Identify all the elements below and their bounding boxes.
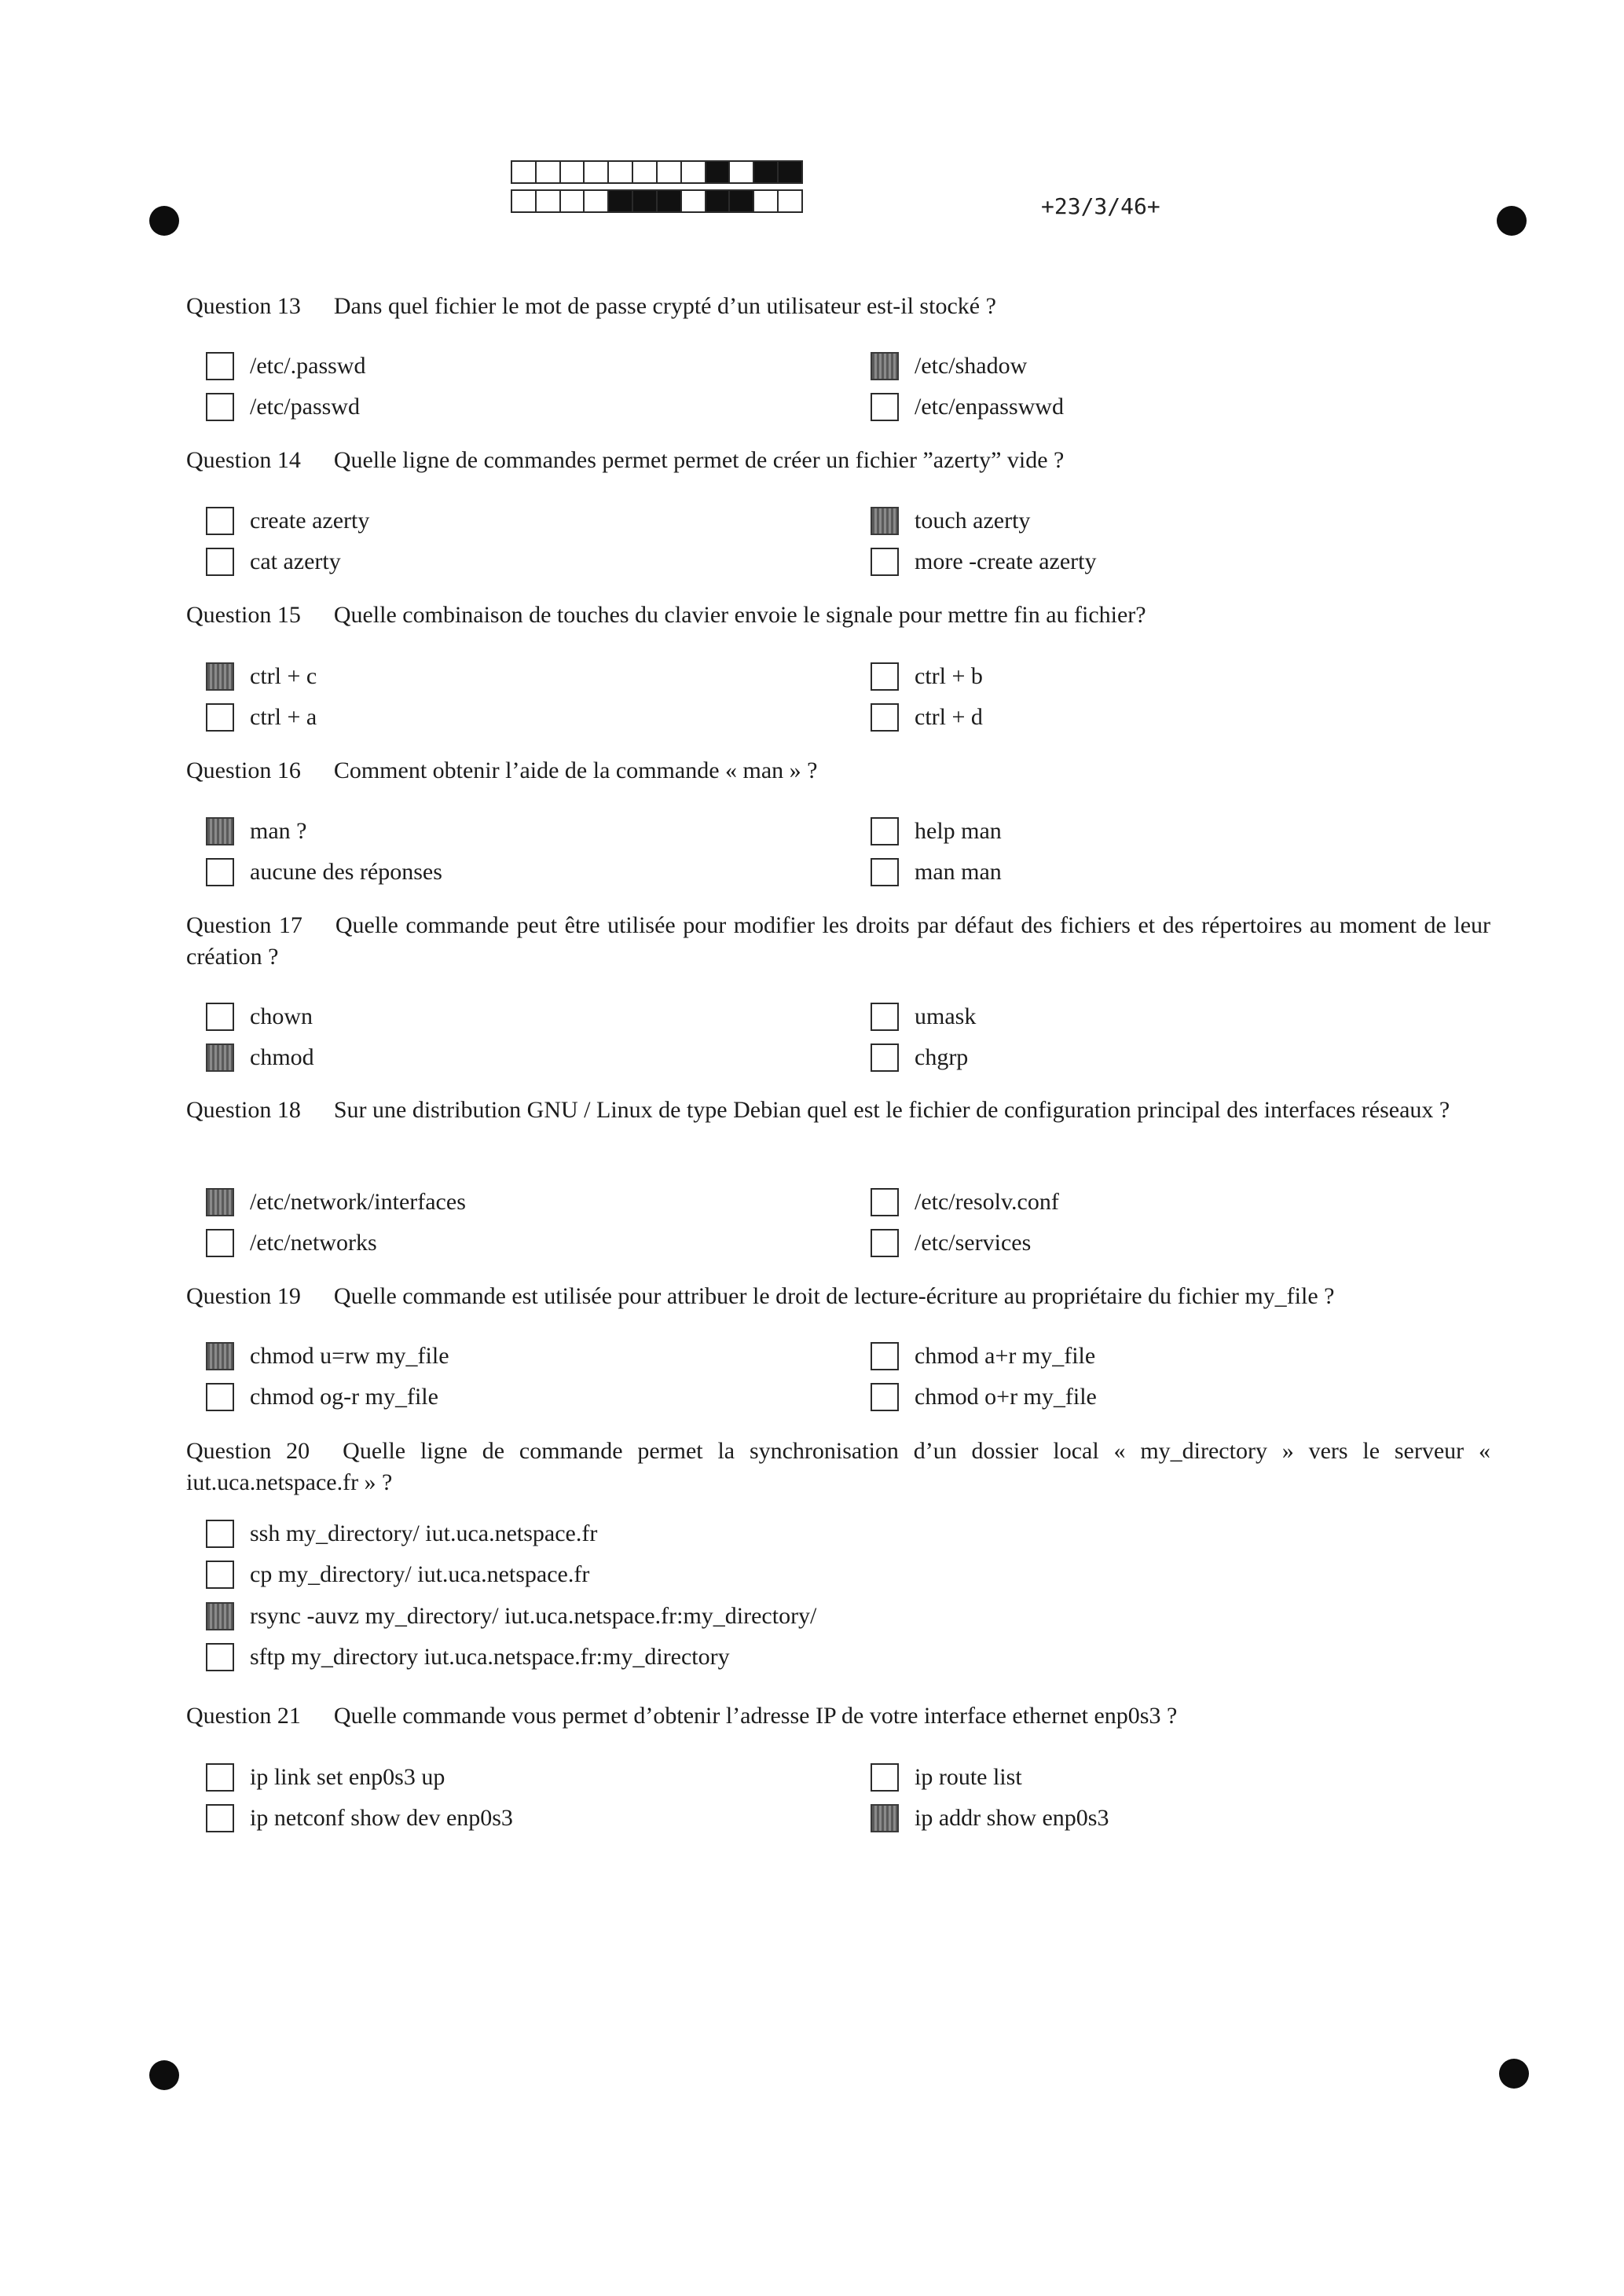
answer-option[interactable] bbox=[206, 856, 442, 888]
checkbox[interactable] bbox=[206, 352, 234, 380]
answer-option[interactable] bbox=[871, 1762, 1022, 1793]
answer-option[interactable] bbox=[871, 1381, 1097, 1413]
answer-label: man ? bbox=[250, 818, 307, 844]
answer-option[interactable] bbox=[871, 856, 1002, 888]
answer-label: sftp my_directory iut.uca.netspace.fr:my_directory bbox=[250, 1644, 730, 1670]
answer-option[interactable] bbox=[206, 1559, 589, 1590]
barcode-cell bbox=[561, 191, 585, 211]
checkbox-checked[interactable] bbox=[871, 352, 899, 380]
checkbox-checked[interactable] bbox=[871, 1804, 899, 1832]
answer-label: ip addr show enp0s3 bbox=[915, 1805, 1109, 1831]
answer-label: /etc/enpasswwd bbox=[915, 394, 1064, 420]
question-text: Quelle combinaison de touches du clavier envoie le signale pour mettre fin au fichier? bbox=[333, 602, 1146, 628]
barcode-cell bbox=[779, 191, 801, 211]
answer-option[interactable] bbox=[871, 505, 1030, 537]
answer-option[interactable] bbox=[871, 1341, 1095, 1372]
question-label: Question 17 bbox=[186, 912, 302, 938]
question-text: Sur une distribution GNU / Linux de type Debian quel est le fichier de configuration principal des interfaces réseaux ? bbox=[333, 1097, 1450, 1123]
question-text: Quelle commande est utilisée pour attribuer le droit de lecture-écriture au propriétaire du fichier my_file ? bbox=[333, 1283, 1335, 1309]
barcode-cell bbox=[682, 162, 706, 182]
answer-option[interactable] bbox=[206, 702, 317, 733]
registration-mark-top-left bbox=[149, 206, 179, 236]
answer-option[interactable] bbox=[871, 1001, 976, 1032]
answer-label: /etc/.passwd bbox=[250, 353, 366, 379]
checkbox-checked[interactable] bbox=[206, 817, 234, 845]
answer-option[interactable] bbox=[206, 1601, 816, 1632]
question-16 bbox=[186, 755, 1490, 787]
barcode-row bbox=[511, 160, 803, 184]
checkbox-checked[interactable] bbox=[206, 1602, 234, 1630]
answer-option[interactable] bbox=[206, 546, 341, 578]
barcode-cell bbox=[512, 191, 537, 211]
answer-option[interactable] bbox=[206, 1381, 438, 1413]
barcode-cell bbox=[633, 162, 658, 182]
barcode-cell bbox=[633, 191, 658, 211]
answer-label: ip link set enp0s3 up bbox=[250, 1764, 445, 1790]
answer-label: chmod o+r my_file bbox=[915, 1384, 1097, 1410]
checkbox[interactable] bbox=[871, 1003, 899, 1031]
answer-label: ctrl + d bbox=[915, 704, 983, 730]
registration-mark-bottom-right bbox=[1499, 2059, 1529, 2089]
answer-label: umask bbox=[915, 1003, 977, 1029]
question-13 bbox=[186, 291, 1490, 322]
checkbox[interactable] bbox=[871, 703, 899, 732]
answer-option[interactable] bbox=[206, 505, 369, 537]
barcode-cell bbox=[609, 191, 633, 211]
question-15 bbox=[186, 600, 1490, 631]
question-17 bbox=[186, 910, 1490, 973]
question-text: Dans quel fichier le mot de passe crypté d’un utilisateur est-il stocké ? bbox=[333, 293, 996, 319]
checkbox[interactable] bbox=[871, 1188, 899, 1216]
question-text: Quelle ligne de commande permet la synchronisation d’un dossier local « my_directory » vers le serveur « iut.uca.netspace.fr » ? bbox=[186, 1438, 1490, 1495]
answer-option[interactable] bbox=[206, 1803, 513, 1834]
answer-option[interactable] bbox=[206, 1001, 313, 1032]
checkbox[interactable] bbox=[206, 1643, 234, 1671]
checkbox[interactable] bbox=[871, 1043, 899, 1072]
question-label: Question 21 bbox=[186, 1703, 301, 1729]
checkbox[interactable] bbox=[206, 1804, 234, 1832]
answer-option[interactable] bbox=[206, 1641, 730, 1673]
answer-option[interactable] bbox=[206, 661, 317, 692]
checkbox[interactable] bbox=[206, 1229, 234, 1257]
answer-label: man man bbox=[915, 859, 1002, 885]
question-label: Question 16 bbox=[186, 757, 301, 783]
checkbox[interactable] bbox=[871, 1229, 899, 1257]
barcode-cell bbox=[658, 191, 682, 211]
answer-label: /etc/networks bbox=[250, 1230, 377, 1256]
question-20 bbox=[186, 1436, 1490, 1498]
barcode-cell bbox=[537, 191, 561, 211]
barcode-cell bbox=[706, 162, 731, 182]
question-label: Question 18 bbox=[186, 1097, 301, 1123]
barcode-cell bbox=[730, 162, 754, 182]
answer-label: ctrl + b bbox=[915, 663, 983, 689]
answer-option[interactable] bbox=[206, 816, 306, 847]
barcode-cell bbox=[779, 162, 801, 182]
answer-label: chown bbox=[250, 1003, 313, 1029]
answer-label: chmod a+r my_file bbox=[915, 1343, 1096, 1369]
checkbox[interactable] bbox=[871, 393, 899, 421]
question-label: Question 13 bbox=[186, 293, 301, 319]
answer-option[interactable] bbox=[871, 1042, 968, 1073]
question-text: Comment obtenir l’aide de la commande « man » ? bbox=[333, 757, 818, 783]
answer-label: /etc/resolv.conf bbox=[915, 1189, 1059, 1215]
answer-option[interactable] bbox=[871, 1187, 1059, 1218]
answer-label: help man bbox=[915, 818, 1002, 844]
answer-label: ip netconf show dev enp0s3 bbox=[250, 1805, 513, 1831]
checkbox[interactable] bbox=[206, 1763, 234, 1792]
answer-option[interactable] bbox=[871, 1227, 1031, 1259]
answer-option[interactable] bbox=[206, 350, 365, 382]
answer-label: chmod bbox=[250, 1044, 314, 1070]
answer-option[interactable] bbox=[871, 391, 1064, 423]
answer-label: ctrl + c bbox=[250, 663, 317, 689]
barcode-cell bbox=[537, 162, 561, 182]
registration-mark-bottom-left bbox=[149, 2060, 179, 2090]
answer-option[interactable] bbox=[871, 816, 1002, 847]
question-text: Quelle commande peut être utilisée pour modifier les droits par défaut des fichiers et des répertoires au moment de leur création ? bbox=[186, 912, 1490, 970]
barcode-cell bbox=[585, 162, 609, 182]
answer-option[interactable] bbox=[871, 350, 1027, 382]
answer-option[interactable] bbox=[871, 661, 983, 692]
question-label: Question 20 bbox=[186, 1438, 310, 1464]
answer-option[interactable] bbox=[206, 391, 360, 423]
barcode-cell bbox=[512, 162, 537, 182]
answer-label: more -create azerty bbox=[915, 548, 1097, 574]
answer-label: ip route list bbox=[915, 1764, 1022, 1790]
answer-option[interactable] bbox=[206, 1762, 445, 1793]
question-18 bbox=[186, 1095, 1490, 1126]
answer-label: /etc/services bbox=[915, 1230, 1032, 1256]
checkbox[interactable] bbox=[871, 858, 899, 886]
barcode-cell bbox=[658, 162, 682, 182]
checkbox-checked[interactable] bbox=[206, 1342, 234, 1370]
barcode-cell bbox=[706, 191, 731, 211]
checkbox-checked[interactable] bbox=[206, 1188, 234, 1216]
answer-label: touch azerty bbox=[915, 508, 1031, 534]
answer-label: ssh my_directory/ iut.uca.netspace.fr bbox=[250, 1520, 598, 1546]
answer-label: /etc/shadow bbox=[915, 353, 1028, 379]
answer-label: /etc/network/interfaces bbox=[250, 1189, 466, 1215]
barcode-cell bbox=[754, 191, 779, 211]
answer-option[interactable] bbox=[871, 1803, 1109, 1834]
answer-label: chgrp bbox=[915, 1044, 969, 1070]
checkbox[interactable] bbox=[871, 1763, 899, 1792]
answer-label: aucune des réponses bbox=[250, 859, 442, 885]
question-text: Quelle commande vous permet d’obtenir l’adresse IP de votre interface ethernet enp0s3 ? bbox=[333, 1703, 1178, 1729]
page-id: +23/3/46+ bbox=[1041, 193, 1160, 219]
barcode-cell bbox=[585, 191, 609, 211]
answer-option[interactable] bbox=[206, 1518, 597, 1550]
answer-option[interactable] bbox=[871, 546, 1097, 578]
answer-label: create azerty bbox=[250, 508, 370, 534]
answer-label: rsync -auvz my_directory/ iut.uca.netspace.fr:my_directory/ bbox=[250, 1603, 817, 1629]
checkbox[interactable] bbox=[206, 507, 234, 535]
checkbox[interactable] bbox=[871, 1383, 899, 1411]
page-barcode bbox=[511, 160, 803, 218]
checkbox[interactable] bbox=[206, 1003, 234, 1031]
question-21 bbox=[186, 1700, 1490, 1732]
checkbox[interactable] bbox=[871, 662, 899, 691]
barcode-cell bbox=[609, 162, 633, 182]
answer-label: chmod u=rw my_file bbox=[250, 1343, 449, 1369]
answer-label: chmod og-r my_file bbox=[250, 1384, 438, 1410]
question-14 bbox=[186, 445, 1490, 476]
barcode-cell bbox=[730, 191, 754, 211]
checkbox[interactable] bbox=[871, 817, 899, 845]
barcode-row bbox=[511, 189, 803, 213]
answer-option[interactable] bbox=[206, 1187, 466, 1218]
registration-mark-top-right bbox=[1497, 206, 1527, 236]
checkbox[interactable] bbox=[871, 548, 899, 576]
checkbox[interactable] bbox=[206, 1383, 234, 1411]
answer-label: cp my_directory/ iut.uca.netspace.fr bbox=[250, 1561, 590, 1587]
checkbox[interactable] bbox=[871, 1342, 899, 1370]
answer-label: ctrl + a bbox=[250, 704, 317, 730]
checkbox[interactable] bbox=[206, 1561, 234, 1589]
question-text: Quelle ligne de commandes permet permet de créer un fichier ”azerty” vide ? bbox=[333, 447, 1065, 473]
barcode-cell bbox=[754, 162, 779, 182]
checkbox[interactable] bbox=[206, 548, 234, 576]
answer-label: cat azerty bbox=[250, 548, 341, 574]
checkbox[interactable] bbox=[206, 1520, 234, 1548]
question-label: Question 19 bbox=[186, 1283, 301, 1309]
answer-option[interactable] bbox=[206, 1042, 314, 1073]
answer-option[interactable] bbox=[206, 1341, 449, 1372]
answer-option[interactable] bbox=[206, 1227, 377, 1259]
checkbox[interactable] bbox=[206, 703, 234, 732]
checkbox-checked[interactable] bbox=[206, 662, 234, 691]
barcode-cell bbox=[682, 191, 706, 211]
question-label: Question 14 bbox=[186, 447, 301, 473]
checkbox-checked[interactable] bbox=[871, 507, 899, 535]
question-label: Question 15 bbox=[186, 602, 301, 628]
checkbox[interactable] bbox=[206, 858, 234, 886]
question-19 bbox=[186, 1281, 1490, 1312]
checkbox[interactable] bbox=[206, 393, 234, 421]
checkbox-checked[interactable] bbox=[206, 1043, 234, 1072]
answer-option[interactable] bbox=[871, 702, 983, 733]
barcode-cell bbox=[561, 162, 585, 182]
answer-label: /etc/passwd bbox=[250, 394, 360, 420]
